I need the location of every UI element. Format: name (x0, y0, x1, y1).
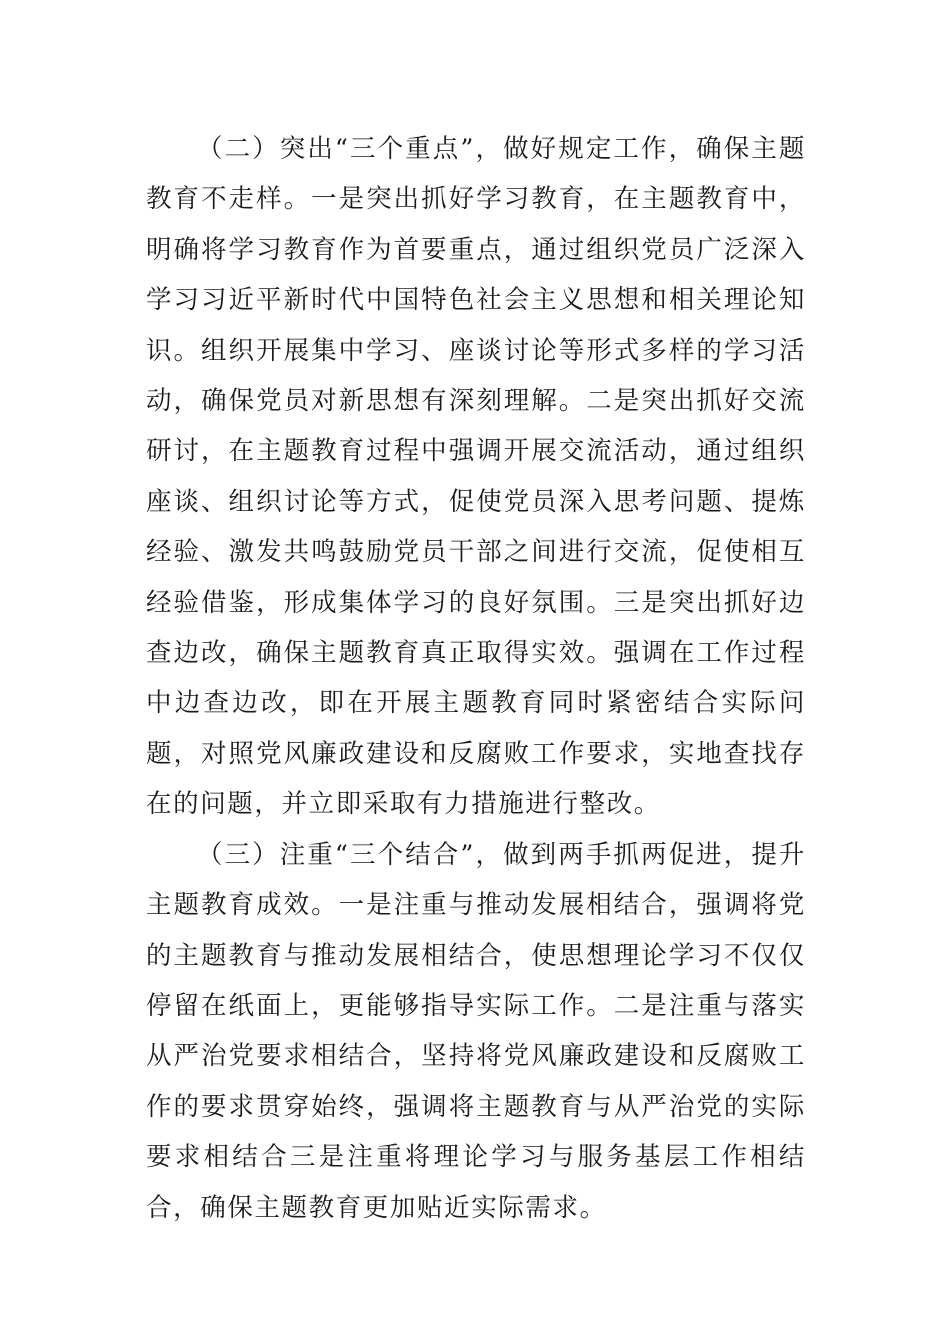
document-body (146, 124, 806, 1233)
paragraph-three-key-points: （二）突出“三个重点”，做好规定工作，确保主题教育不走样。一是突出抓好学习教育，在主题教育中，明确将学习教育作为首要重点，通过组织党员广泛深入学习习近平新时代中国特色社会主义思想和相关理论知识。组织开展集中学习、座谈讨论等形式多样的学习活动，确保党员对新思想有深刻理解。二是突出抓好交流研讨，在主题教育过程中强调开展交流活动，通过组织座谈、组织讨论等方式，促使党员深入思考问题、提炼经验、激发共鸣鼓励党员干部之间进行交流，促使相互经验借鉴，形成集体学习的良好氛围。三是突出抓好边查边改，确保主题教育真正取得实效。强调在工作过程中边查边改，即在开展主题教育同时紧密结合实际问题，对照党风廉政建设和反腐败工作要求，实地查找存在的问题，并立即采取有力措施进行整改。 (146, 134, 806, 820)
paragraph-three-combinations: （三）注重“三个结合”，做到两手抓两促进，提升主题教育成效。一是注重与推动发展相结合，强调将党的主题教育与推动发展相结合，使思想理论学习不仅仅停留在纸面上，更能够指导实际工作。二是注重与落实从严治党要求相结合，坚持将党风廉政建设和反腐败工作的要求贯穿始终，强调将主题教育与从严治党的实际要求相结合三是注重将理论学习与服务基层工作相结合，确保主题教育更加贴近实际需求。 (146, 839, 806, 1223)
